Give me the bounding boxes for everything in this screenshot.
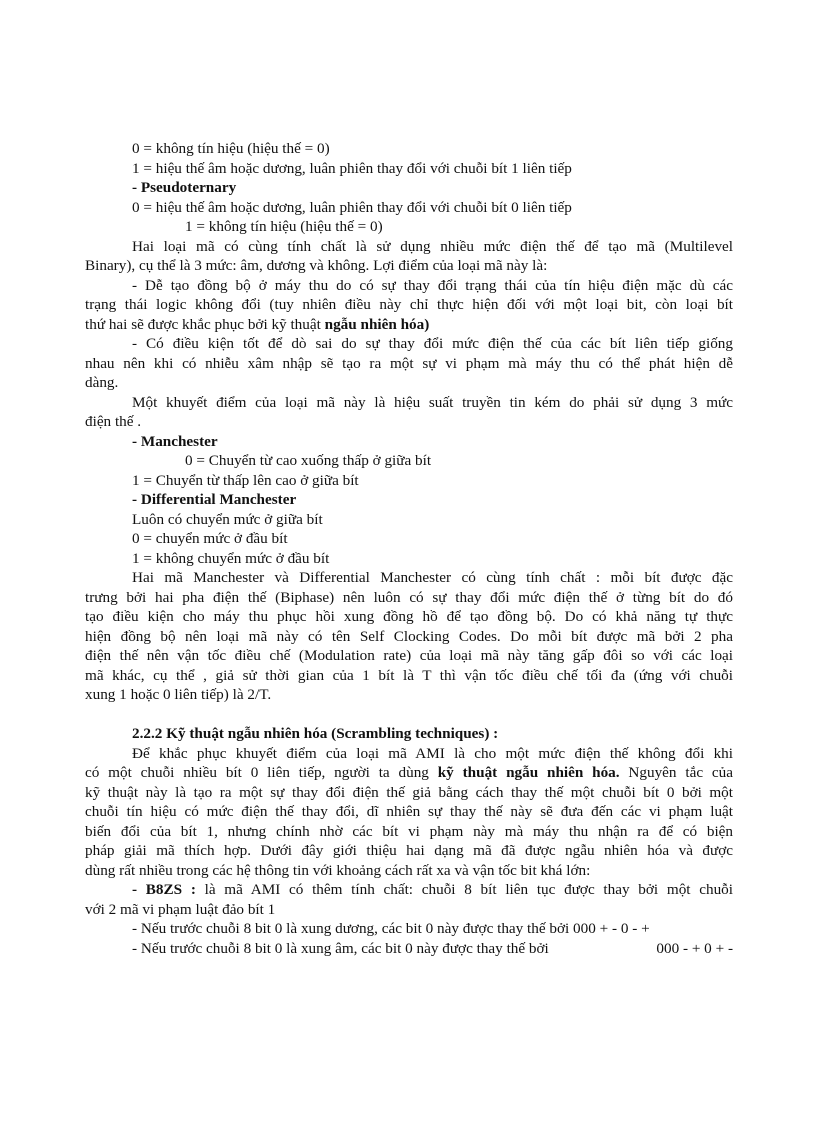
diff-manchester-line-2: 0 = chuyển mức ở đầu bít bbox=[132, 530, 288, 547]
b8zs-positive-rule: - Nếu trước chuỗi 8 bit 0 là xung dương, các bit 0 này được thay thế bởi 000 + - 0 - + bbox=[132, 920, 650, 937]
b8zs-line-1 bbox=[85, 880, 733, 900]
b8zs-line-1-text: là mã AMI có thêm tính chất: chuỗi 8 bít liên tục được thay bởi một chuỗi bbox=[195, 881, 733, 898]
multilevel-line-1: Hai loại mã có cùng tính chất là sử dụng nhiều mức điện thế để tạo mã (Multilevel bbox=[132, 237, 733, 255]
b8zs-label: - B8ZS : bbox=[132, 881, 196, 898]
scrambling-line-2-tail: Nguyên tắc của bbox=[619, 764, 733, 781]
scrambling-line-5: biến đổi của bít 1, nhưng chính nhờ các bít vi phạm này mà máy thu nhận ra để có biện bbox=[85, 822, 733, 840]
biphase-line-6: mã khác, cụ thể , giả sử thời gian của 1 bít là T thì vận tốc điều chế tối đa (ứng với chuỗi bbox=[85, 666, 733, 684]
b8zs-negative-rule-code: 000 - + 0 + - bbox=[656, 939, 733, 957]
ami-one-line: 1 = hiệu thế âm hoặc dương, luân phiên thay đổi với chuỗi bít 1 liên tiếp bbox=[132, 159, 572, 177]
diff-manchester-heading: - Differential Manchester bbox=[132, 491, 297, 508]
advantage-1-line-3 bbox=[85, 315, 733, 335]
scrambling-line-6: pháp giải mã thích hợp. Dưới đây giới thiệu hai dạng mã đã được ngẫu nhiên hóa và được bbox=[85, 842, 733, 859]
advantage-2-line-1: - Có điều kiện tốt để dò sai do sự thay đổi mức điện thế của các bít liên tiếp giống bbox=[132, 335, 733, 352]
pseudoternary-zero-line: 0 = hiệu thế âm hoặc dương, luân phiên thay đổi với chuỗi bít 0 liên tiếp bbox=[132, 198, 572, 216]
biphase-line-3: tạo điều kiện cho máy thu phục hồi xung đồng hồ để tạo đồng bộ. Do có khả năng tự thực bbox=[85, 608, 733, 625]
scrambling-line-3: kỹ thuật này là tạo ra một sự thay đổi điện thế giả bằng cách thay thế một chuỗi bít 0 bởi một bbox=[85, 783, 733, 801]
scrambling-line-7: dùng rất nhiều trong các hệ thông tin với khoảng cách rất xa và vận tốc bit khá lớn: bbox=[85, 861, 591, 879]
multilevel-line-2: Binary), cụ thể là 3 mức: âm, dương và không. Lợi điểm của loại mã này là: bbox=[85, 257, 548, 274]
biphase-line-4: hiện đồng bộ nên loại mã này có tên Self Clocking Codes. Do mỗi bít được mã bởi 2 pha bbox=[85, 627, 733, 645]
document-page bbox=[85, 139, 733, 958]
b8zs-negative-rule bbox=[85, 939, 733, 959]
advantage-1-line-2: trạng thái logic không đổi (tuy nhiên điều này chỉ thực hiện đối với một loại bit, còn loại bít bbox=[85, 296, 733, 313]
manchester-heading: - Manchester bbox=[132, 432, 218, 450]
disadvantage-line-1: Một khuyết điểm của loại mã này là hiệu suất truyền tin kém do phải sử dụng 3 mức bbox=[132, 393, 733, 411]
biphase-line-1: Hai mã Manchester và Differential Manchester có cùng tính chất : mỗi bít được đặc bbox=[132, 569, 733, 586]
advantage-2-line-3: dàng. bbox=[85, 374, 119, 391]
scrambling-line-1: Để khắc phục khuyết điểm của loại mã AMI là cho một mức điện thế không đổi khi bbox=[132, 744, 733, 762]
biphase-line-2: trưng bởi hai pha điện thế (Biphase) nên luôn có sự thay đổi mức điện thế ở từng bít do đó bbox=[85, 588, 733, 606]
biphase-line-7: xung 1 hoặc 0 liên tiếp) là 2/T. bbox=[85, 686, 272, 703]
diff-manchester-line-3: 1 = không chuyển mức ở đầu bít bbox=[132, 549, 330, 567]
scrambling-line-2 bbox=[85, 763, 733, 783]
biphase-line-5: điện thế nên vận tốc điều chế (Modulation rate) của loại mã này tăng gấp đôi so với các loại bbox=[85, 647, 733, 664]
ami-zero-line: 0 = không tín hiệu (hiệu thế = 0) bbox=[132, 140, 330, 157]
b8zs-line-2: với 2 mã vi phạm luật đảo bít 1 bbox=[85, 900, 276, 918]
advantage-1-line-3-bold: ngẫu nhiên hóa) bbox=[324, 315, 430, 333]
disadvantage-line-2: điện thế . bbox=[85, 413, 142, 430]
scrambling-heading: 2.2.2 Kỹ thuật ngẫu nhiên hóa (Scrambling techniques) : bbox=[132, 725, 499, 742]
b8zs-negative-rule-text: - Nếu trước chuỗi 8 bit 0 là xung âm, các bit 0 này được thay thế bởi bbox=[132, 939, 549, 957]
advantage-1-line-3-text: thứ hai sẽ được khắc phục bởi kỹ thuật bbox=[85, 315, 325, 333]
manchester-zero-line: 0 = Chuyển từ cao xuống thấp ở giữa bít bbox=[185, 452, 432, 469]
advantage-2-line-2: nhau nên khi có nhiễu xâm nhập sẽ tạo ra một sự vi phạm mà máy thu có thể phát hiện dễ bbox=[85, 354, 733, 372]
diff-manchester-line-1: Luôn có chuyển mức ở giữa bít bbox=[132, 510, 323, 528]
scrambling-line-4: chuỗi tín hiệu có mức điện thế thay đổi, dĩ nhiên sự thay thế này sẽ đưa đến các vi phạm luật bbox=[85, 803, 733, 820]
pseudoternary-one-line: 1 = không tín hiệu (hiệu thế = 0) bbox=[185, 218, 383, 235]
scrambling-line-2-bold: kỹ thuật ngẫu nhiên hóa. bbox=[437, 764, 620, 781]
section-spacer bbox=[85, 705, 733, 725]
scrambling-line-2-text: có một chuỗi nhiều bít 0 liên tiếp, người ta dùng bbox=[85, 764, 438, 781]
manchester-one-line: 1 = Chuyển từ thấp lên cao ở giữa bít bbox=[132, 471, 359, 489]
pseudoternary-heading: - Pseudoternary bbox=[132, 179, 237, 196]
advantage-1-line-1: - Dễ tạo đồng bộ ở máy thu do có sự thay đổi trạng thái của tín hiệu điện mặc dù các bbox=[132, 276, 733, 294]
